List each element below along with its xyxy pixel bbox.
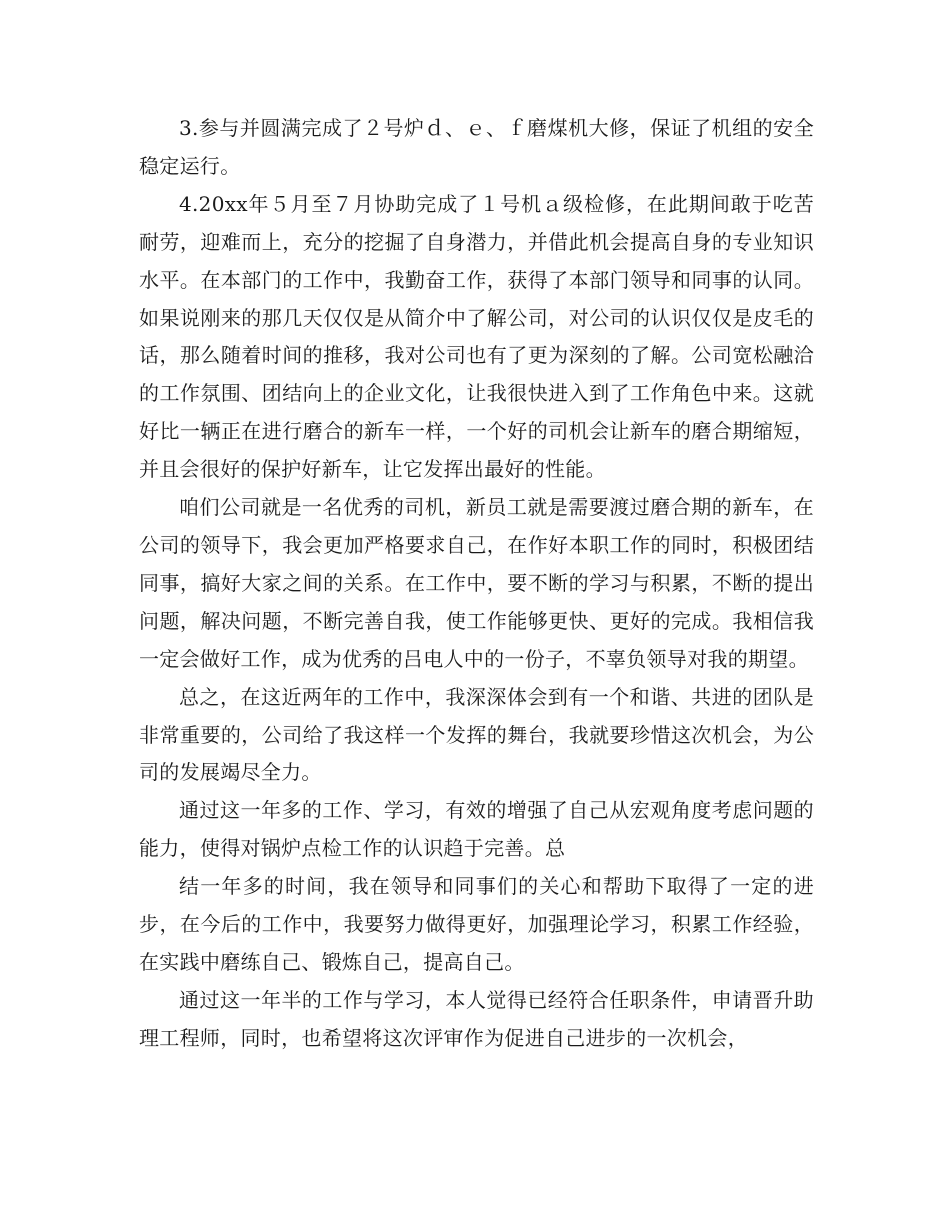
paragraph-7: 通过这一年半的工作与学习，本人觉得已经符合任职条件，申请晋升助理工程师，同时，也希望将这次评审作为促进自己进步的一次机会， [139, 987, 814, 1050]
paragraph-6: 结一年多的时间，我在领导和同事们的关心和帮助下取得了一定的进步，在今后的工作中，我要努力做得更好，加强理论学习，积累工作经验，在实践中磨练自己、锻炼自己，提高自己。 [139, 874, 814, 974]
paragraph-4: 总之，在这近两年的工作中，我深深体会到有一个和谐、共进的团队是非常重要的，公司给了我这样一个发挥的舞台，我就要珍惜这次机会，为公司的发展竭尽全力。 [139, 684, 814, 785]
document-body [139, 110, 814, 1058]
paragraph-2: 4.20xx年５月至７月协助完成了１号机ａ级检修，在此期间敢于吃苦耐劳，迎难而上，充分的挖掘了自身潜力，并借此机会提高自身的专业知识水平。在本部门的工作中，我勤奋工作，获得了本部门领导和同事的认同。如果说刚来的那几天仅仅是从简介中了解公司，对公司的认识仅仅是皮毛的话，那么随着时间的推移，我对公司也有了更为深刻的了解。公司宽松融洽的工作氛围、团结向上的企业文化，让我很快进入到了工作角色中来。这就好比一辆正在进行磨合的新车一样，一个好的司机会让新车的磨合期缩短，并且会很好的保护好新车，让它发挥出最好的性能。 [139, 191, 814, 482]
paragraph-5: 通过这一年多的工作、学习，有效的增强了自己从宏观角度考虑问题的能力，使得对锅炉点检工作的认识趋于完善。总 [139, 798, 814, 861]
paragraph-1: 3.参与并圆满完成了２号炉ｄ、ｅ、ｆ磨煤机大修，保证了机组的安全稳定运行。 [139, 116, 814, 178]
paragraph-3: 咱们公司就是一名优秀的司机，新员工就是需要渡过磨合期的新车，在公司的领导下，我会更加严格要求自己，在作好本职工作的同时，积极团结同事，搞好大家之间的关系。在工作中，要不断的学习与积累，不断的提出问题，解决问题，不断完善自我，使工作能够更快、更好的完成。我相信我一定会做好工作，成为优秀的吕电人中的一份子，不辜负领导对我的期望。 [139, 495, 814, 671]
